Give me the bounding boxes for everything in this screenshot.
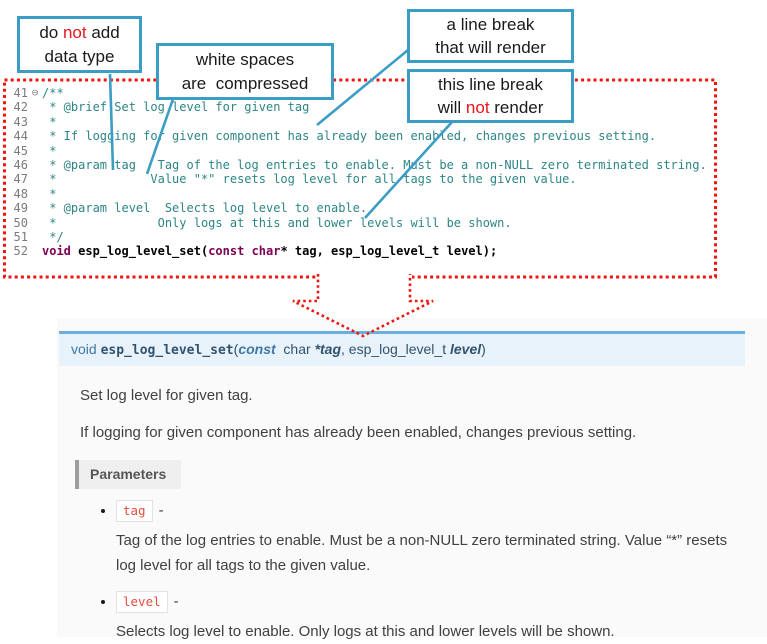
signature-token: , esp_log_level_t: [341, 341, 450, 357]
fold-gutter: [28, 129, 42, 143]
callout-white-spaces-compressed: [156, 43, 334, 100]
code-line: [10, 172, 707, 186]
code-line: [10, 144, 707, 158]
doc-description: If logging for given component has already been enabled, changes previous setting.: [80, 424, 637, 441]
code-text: * @brief Set log level for given tag: [42, 100, 310, 115]
parameter-description: Selects log level to enable. Only logs at this and lower levels will be shown.: [116, 623, 615, 640]
signature-token: esp_log_level_set: [100, 343, 234, 358]
code-editor-snippet: [10, 86, 707, 259]
fold-gutter: [28, 172, 42, 186]
callout-text: a line break that will render: [435, 14, 546, 57]
line-number: 52: [13, 244, 28, 259]
code-line: [10, 216, 707, 230]
code-text: * Value "*" resets log level for all tags to the given value.: [42, 172, 577, 187]
code-line: [10, 244, 707, 258]
parameters-list: [57, 498, 750, 644]
line-number: 41: [13, 86, 28, 100]
line-number: 49: [13, 201, 28, 216]
fold-gutter: [28, 158, 42, 172]
code-line: [10, 115, 707, 129]
line-number: 45: [13, 143, 28, 158]
parameter-dash: -: [173, 593, 179, 610]
parameter-name-chip: level: [116, 591, 168, 613]
code-text: * If logging for given component has already been enabled, changes previous setting.: [42, 129, 657, 144]
code-text: *: [42, 114, 57, 129]
fold-gutter: [28, 201, 42, 215]
code-text: void esp_log_level_set(const char* tag, esp_log_level_t level);: [42, 244, 498, 259]
code-text: /**: [42, 86, 64, 100]
line-number: 46: [13, 157, 28, 172]
code-line: [10, 158, 707, 172]
line-number: 47: [13, 172, 28, 187]
code-line: [10, 100, 707, 114]
parameter-dash: -: [158, 502, 164, 519]
parameter-description: Tag of the log entries to enable. Must be a non-NULL zero terminated string. Value “*” resets log level for all tags to the given value.: [116, 532, 728, 574]
line-number: 48: [13, 186, 28, 201]
callout-line-break-not-render: [407, 69, 574, 123]
code-text: * @param level Selects log level to enable.: [42, 201, 368, 216]
parameter-item: [116, 498, 750, 578]
doc-brief: Set log level for given tag.: [80, 387, 253, 404]
line-number: 42: [13, 100, 28, 115]
signature-token: level: [449, 341, 482, 357]
code-line: [10, 187, 707, 201]
fold-gutter: [28, 187, 42, 201]
callout-line-break-renders: [407, 9, 574, 63]
code-text: * Only logs at this and lower levels will be shown.: [42, 215, 512, 230]
code-text: * @param tag Tag of the log entries to enable. Must be a non-NULL zero terminated string.: [42, 157, 707, 172]
callout-text: do not add data type: [39, 23, 120, 66]
line-number: 43: [13, 114, 28, 129]
function-signature: [59, 331, 745, 366]
signature-token: ): [481, 341, 486, 357]
signature-token: *tag: [314, 341, 342, 357]
code-text: *: [42, 186, 57, 201]
signature-token: (: [233, 341, 239, 357]
fold-gutter: [28, 144, 42, 158]
callout-do-not-add-data-type: [17, 16, 142, 73]
line-number: 50: [13, 215, 28, 230]
fold-gutter: [28, 115, 42, 129]
rendered-doc-panel: [57, 318, 767, 640]
code-line: [10, 230, 707, 244]
fold-gutter: [28, 100, 42, 114]
signature-token: const: [238, 341, 276, 357]
parameters-heading: Parameters: [75, 460, 181, 489]
arrow-gap-mask: [316, 272, 412, 282]
fold-gutter: [28, 230, 42, 244]
signature-token: char: [275, 341, 315, 357]
parameter-item: [116, 589, 750, 644]
code-line: [10, 201, 707, 215]
code-line: [10, 129, 707, 143]
callout-text: white spaces are compressed: [181, 50, 309, 93]
code-line: [10, 86, 707, 100]
code-text: *: [42, 143, 57, 158]
callout-text: this line break will not render: [437, 74, 544, 117]
code-text: */: [42, 229, 64, 244]
fold-gutter: [28, 244, 42, 258]
signature-token: void: [71, 341, 101, 357]
fold-collapse-icon[interactable]: ⊖: [31, 86, 39, 99]
line-number: 51: [13, 229, 28, 244]
fold-gutter: [28, 216, 42, 230]
line-number: 44: [13, 129, 28, 144]
parameter-name-chip: tag: [116, 500, 153, 522]
